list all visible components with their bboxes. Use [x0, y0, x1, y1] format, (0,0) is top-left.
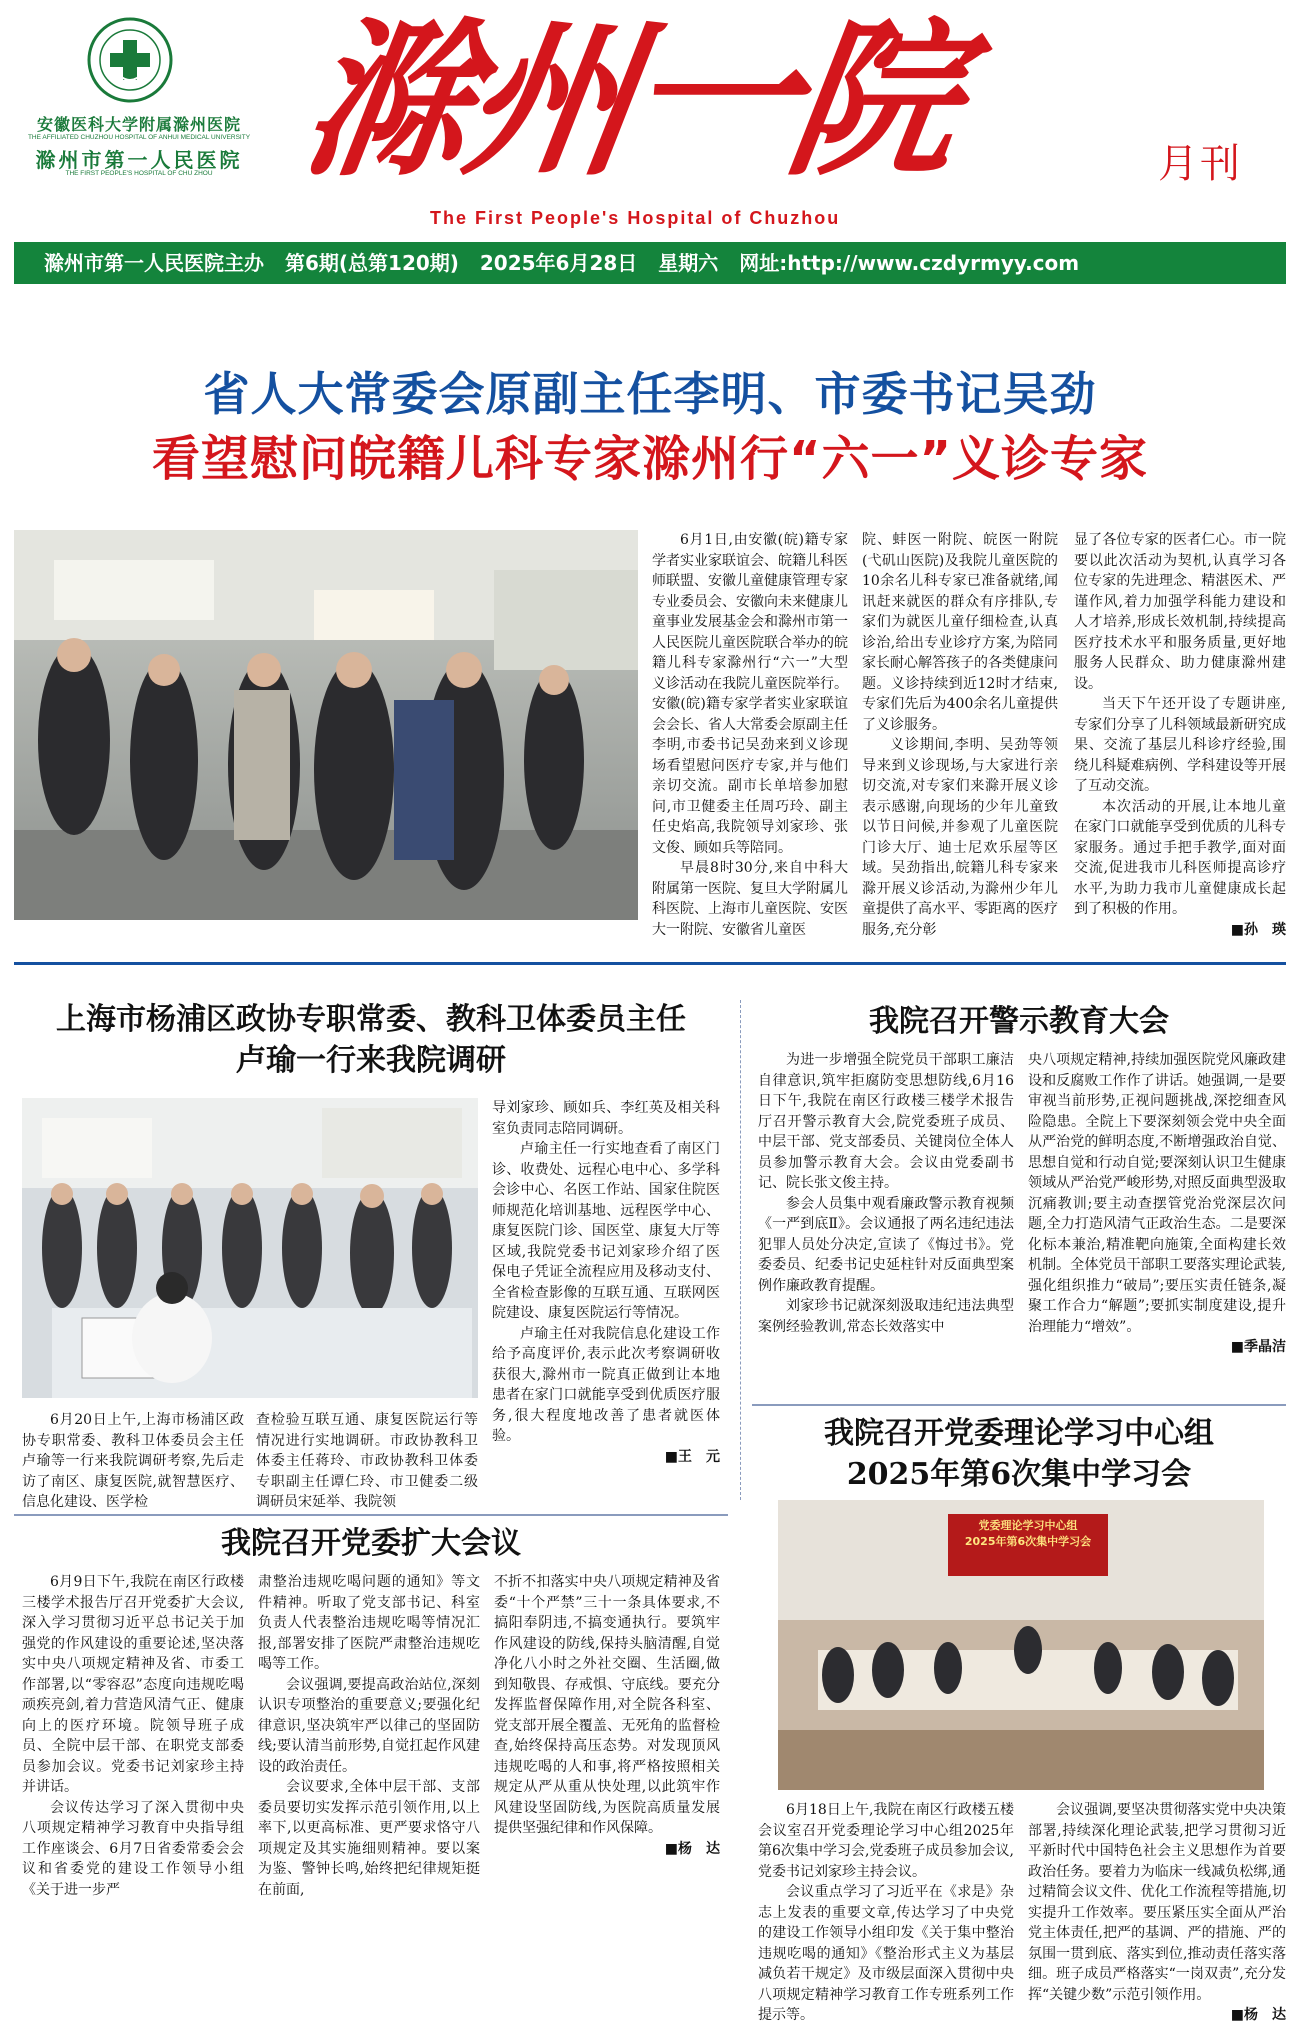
shanghai-bottom-column-1: 6月20日上午,上海市杨浦区政协专职常委、教科卫体委员会主任卢瑜等一行来我院调研考察,先后走访了南区、康复医院,就智慧医疗、信息化建设、医学检	[22, 1412, 244, 1510]
section-divider	[14, 1514, 728, 1516]
warning-byline: ■季晶洁	[1230, 1339, 1286, 1355]
lead-headline: 省人大常委会原副主任李明、市委书记吴劲	[203, 367, 1097, 421]
shanghai-right-column: 导刘家珍、顾如兵、李红英及相关科室负责同志陪同调研。 卢瑜主任一行实地查看了南区门诊、收费处、远程心电中心、多学科会诊中心、名医工作站、国家住院医师规范化培训基地、远程医学中心、康复医院门诊、国医堂、康复大厅等区域,我院党委书记刘家珍介绍了医保电子凭证全流程应用及移动支付、全省检查影像的互联互通、互联网医院建设、康复医院运行等情况。 卢瑜主任对我院信息化建设工作给予高度评价,表示此次考察调研收获很大,滁州市一院真正做到让本地患者在家门口就能享受到优质医疗服务,很大程度地改善了患者就医体验。 ■王 元	[492, 1098, 720, 1502]
publisher: 滁州市第一人民医院主办	[44, 251, 264, 275]
study-photo	[778, 1500, 1264, 1790]
expanded-column-1: 6月9日下午,我院在南区行政楼三楼学术报告厅召开党委扩大会议,深入学习贯彻习近平总书记关于加强党的作风建设的重要论述,坚决落实中央八项规定精神及省、市委工作部署,以“零容忍”态度向违规吃喝顽疾亮剑,着力营造风清气正、健康向上的医疗环境。院领导班子成员、全院中层干部、在职党支部委员参加会议。党委书记刘家珍主持并讲话。 会议传达学习了深入贯彻中央八项规定精神学习教育中央指导组工作座谈会、6月7日省委常委会会议和省委党的建设工作领导小组《关于进一步严	[22, 1574, 244, 1898]
issue-info-bar	[14, 242, 1286, 284]
newspaper-title-monthly: 月刊	[1158, 141, 1242, 187]
warning-article-title: 我院召开警示教育大会	[869, 1004, 1169, 1039]
hospital-name: 滁州市第一人民医院	[35, 148, 243, 172]
lead-subheadline: 看望慰问皖籍儿科专家滁州行“六一”义诊专家	[151, 431, 1149, 487]
shanghai-byline: ■王 元	[664, 1448, 720, 1465]
masthead	[0, 0, 1300, 288]
column-divider	[740, 1000, 741, 1500]
expanded-article-title: 我院召开党委扩大会议	[221, 1526, 521, 1561]
expanded-column-3: 不折不扣落实中央八项规定精神及省委“十个严禁”三十一条具体要求,不搞阳奉阴违,不搞变通执行。要筑牢作风建设的防线,保持头脑清醒,自觉净化八小时之外社交圈、生活圈,做到知敬畏、存戒惧、守底线。要充分发挥监督保障作用,对全院各科室、党支部开展全覆盖、无死角的监督检查,始终保持高压态势。对发现顶风违规吃喝的人和事,将严格按照相关规定从严从重从快处理,以此筑牢作风建设坚固防线,为医院高质量发展提供坚强纪律和作风保障。 ■杨 达	[494, 1572, 720, 1940]
lead-column-1: 6月1日,由安徽(皖)籍专家学者实业家联谊会、皖籍儿科医师联盟、安徽儿童健康管理专家专业委员会、安徽向未来健康儿童事业发展基金会和滁州市第一人民医院儿童医院联合举办的皖籍儿科专家滁州行“六一”大型义诊活动在我院儿童医院举行。安徽(皖)籍专家学者实业家联谊会会长、省人大常委会原副主任李明,市委书记吴劲来到义诊现场看望慰问医疗专家,并与他们亲切交流。副市长单培参加慰问,市卫健委主任周巧玲、副主任史焰高,我院领导刘家珍、张文俊、顾如兵等陪同。 早晨8时30分,来自中科大附属第一医院、复旦大学附属儿科医院、上海市儿童医院、安医大一附院、安徽省儿童医	[652, 532, 848, 938]
hospital-name-affiliated: 安徽医科大学附属滁州医院	[36, 115, 241, 134]
warning-column-1: 为进一步增强全院党员干部职工廉洁自律意识,筑牢拒腐防变思想防线,6月16日下午,我院在南区行政楼三楼学术报告厅召开警示教育大会,院党委班子成员、中层干部、党支部委员、关键岗位全体人员参加警示教育大会。会议由党委副书记、院长张文俊主持。 参会人员集中观看廉政警示教育视频《一严到底Ⅱ》。会议通报了两名违纪违法犯罪人员处分决定,宣读了《悔过书》。党委委员、纪委书记史延柱针对反面典型案例作廉政教育提醒。 刘家珍书记就深刻汲取违纪违法典型案例经验教训,常态长效落实中	[758, 1052, 1014, 1335]
hospital-emblem-icon	[86, 16, 174, 104]
expanded-column-2: 肃整治违规吃喝问题的通知》等文件精神。听取了党支部书记、科室负责人代表整治违规吃喝等情况汇报,部署安排了医院严肃整治违规吃喝等工作。 会议强调,要提高政治站位,深刻认识专项整治的重要意义;要强化纪律意识,坚决筑牢严以律己的坚固防线;要认清当前形势,自觉扛起作风建设的政治责任。 会议要求,全体中层干部、支部委员要切实发挥示范引领作用,以上率下,以更高标准、更严要求恪守八项规定及其实施细则精神。要以案为鉴、警钟长鸣,始终把纪律规矩挺在前面,	[258, 1574, 480, 1898]
warning-column-2: 央八项规定精神,持续加强医院党风廉政建设和反腐败工作作了讲话。她强调,一是要审视当前形势,正视问题挑战,深挖细查风险隐患。全院上下要深刻领会党中央全面从严治党的鲜明态度,不断增强政治自觉、思想自觉和行动自觉;要深刻认识卫生健康领域从严治党严峻形势,对照反面典型汲取沉痛教训;要主动查摆管党治党深层次问题,全力打造风清气正政治生态。二是要深化标本兼治,精准靶向施策,全面构建长效机制。全体党员干部职工要落实理论武装,强化组织推力“破局”;要压实责任链条,凝聚工作合力“解题”;要抓实制度建设,提升治理能力“增效”。 ■季晶洁	[1028, 1050, 1286, 1398]
hospital-name-affiliated-en: THE AFFILIATED CHUZHOU HOSPITAL OF ANHUI MEDICAL UNIVERSITY	[27, 134, 251, 141]
section-divider	[752, 1404, 1286, 1406]
study-byline: ■杨 达	[1230, 2007, 1286, 2023]
study-column-2: 会议强调,要坚决贯彻落实党中央决策部署,持续深化理论武装,把学习贯彻习近平新时代中国特色社会主义思想作为首要政治任务。要着力为临床一线减负松绑,通过精简会议文件、优化工作流程等措施,切实提升工作效率。要压紧压实全面从严治党主体责任,把严的基调、严的措施、严的氛围一贯到底、落实到位,推动责任落实落细。班子成员严格落实“一岗双责”,充分发挥“关键少数”示范引领作用。 ■杨 达	[1028, 1800, 1286, 1940]
section-divider	[14, 962, 1286, 965]
expanded-byline: ■杨 达	[664, 1840, 720, 1857]
issue-weekday: 星期六	[658, 251, 719, 275]
newspaper-title-en: The First People's Hospital of Chuzhou	[430, 208, 841, 228]
hospital-logo	[14, 16, 254, 186]
study-article-title: 我院召开党委理论学习中心组 2025年第6次集中学习会	[824, 1416, 1214, 1492]
newspaper-title: 滁州一院	[291, 1, 967, 199]
lead-column-2: 院、蚌医一附院、皖医一附院(弋矶山医院)及我院儿童医院的10余名儿科专家已准备就绪,闻讯赶来就医的群众有序排队,专家们为就医儿童仔细检查,认真诊治,给出专业诊疗方案,为陪同家长耐心解答孩子的各类健康问题。义诊持续到近12时才结束,专家们先后为400余名儿童提供了义诊服务。 义诊期间,李明、吴劲等领导来到义诊现场,与大家进行亲切交流,对专家们来滁开展义诊表示感谢,向现场的少年儿童致以节日问候,并参观了儿童医院门诊大厅、迪士尼欢乐屋等区域。吴劲指出,皖籍儿科专家来滁开展义诊活动,为滁州少年儿童提供了高水平、零距离的医疗服务,充分彰	[862, 532, 1058, 938]
lead-byline: ■孙 瑛	[1230, 921, 1286, 938]
shanghai-article-title: 上海市杨浦区政协专职常委、教科卫体委员主任 卢瑜一行来我院调研	[56, 1002, 686, 1078]
lead-photo	[14, 530, 638, 920]
study-column-1: 6月18日上午,我院在南区行政楼五楼会议室召开党委理论学习中心组2025年第6次集中学习会,党委班子成员参加会议,党委书记刘家珍主持会议。 会议重点学习了习近平在《求是》杂志上发表的重要文章,传达学习了中央党的建设工作领导小组印发《关于集中整治违规吃喝的通知》《整治形式主义为基层减负若干规定》及市级层面深入贯彻中央八项规定精神学习教育工作专班系列工作提示等。	[758, 1802, 1014, 2023]
lead-column-3: 显了各位专家的医者仁心。市一院要以此次活动为契机,认真学习各位专家的先进理念、精湛医术、严谨作风,着力加强学科能力建设和人才培养,形成长效机制,持续提高医疗技术水平和服务质量,更好地服务人民群众、助力健康滁州建设。 当天下午还开设了专题讲座,专家们分享了儿科领域最新研究成果、交流了基层儿科诊疗经验,围绕儿科疑难病例、学科建设等开展了互动交流。 本次活动的开展,让本地儿童在家门口就能享受到优质的儿科专家服务。通过手把手教学,面对面交流,促进我市儿科医师提高诊疗水平,为助力我市儿童健康成长起到了积极的作用。 ■孙 瑛	[1074, 530, 1286, 942]
study-photo-banner: 党委理论学习中心组 2025年第6次集中学习会	[964, 1519, 1092, 1548]
shanghai-photo	[22, 1098, 478, 1398]
hospital-name-en: THE FIRST PEOPLE'S HOSPITAL OF CHU ZHOU	[65, 170, 213, 177]
website-link[interactable]: 网址:http://www.czdyrmyy.com	[739, 251, 1080, 275]
shanghai-bottom-column-2: 查检验互联互通、康复医院运行等情况进行实地调研。市政协教科卫体委主任蒋玲、市政协教科卫体委专职副主任谭仁玲、市卫健委二级调研员宋延举、我院领	[256, 1412, 478, 1510]
issue-number: 第6期(总第120期)	[284, 251, 459, 275]
issue-date: 2025年6月28日	[479, 251, 638, 275]
